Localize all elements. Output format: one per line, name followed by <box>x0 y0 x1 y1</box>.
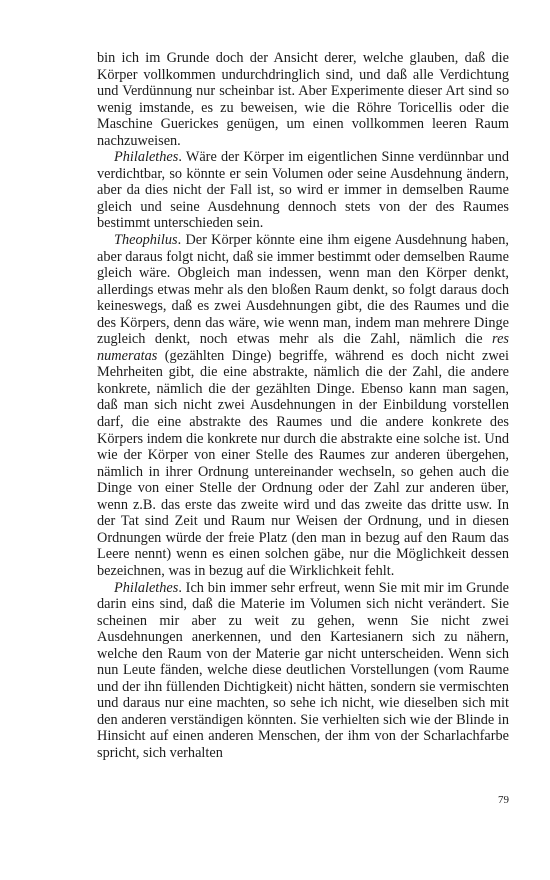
speaker-name: Theophilus <box>114 232 178 249</box>
speaker-name: Philalethes <box>114 579 179 596</box>
speaker-name: Philalethes <box>114 149 179 166</box>
page-number: 79 <box>498 794 509 806</box>
paragraph-text: . Wäre der Körper im eigentlichen Sinne verdünnbar und verdichtbar, so könnte er sein Volumen oder seine Ausdehnung ändern, aber da dies nicht der Fall ist, so wird er immer in demselben Raume gleich und seine Ausdehnung dennoch stets von der des Raumes bestimmt unterschieden sein. <box>97 149 509 232</box>
paragraph-philalethes-2 <box>97 580 509 762</box>
paragraph-text: . Ich bin immer sehr erfreut, wenn Sie mit mir im Grunde darin eins sind, daß die Materie im Volumen sich nicht verändert. Sie scheinen mir aber zu weit zu gehen, wenn Sie nicht zwei Ausdehnungen anerkennen, und den Kartesianern sich zu nähern, welche den Raum von der Materie gar nicht unterscheiden. Wenn sich nun Leute fänden, welche diese deutlichen Vorstellungen (vom Raume und der ihn füllenden Dichtigkeit) nicht hätten, sondern sie vermischten und daraus nur eine machten, so sehe ich nicht, wie dieselben sich mit den anderen verständigen könnten. Sie verhielten sich wie der Blinde in Hinsicht auf einen anderen Menschen, der ihm von der Scharlachfarbe spricht, sich verhalten <box>97 579 509 761</box>
paragraph-text-after: (gezählten Dinge) begriffe, während es doch nicht zwei Mehrheiten gibt, die eine abstrakte, nämlich die der Zahl, die andere konkrete, nämlich die der gezählten Dinge. Ebenso kann man sagen, daß man sich nicht zwei Ausdehnungen in der Einbildung vorstellen darf, die eine abstrakte des Raumes und die andere konkrete des Körpers indem die konkrete nur durch die abstrakte eine solche ist. Und wie der Körper von einer Stelle des Raumes zur anderen übergehen, nämlich in ihrer Ordnung untereinander wechseln, so gehen auch die Dinge von einer Stelle der Ordnung oder der Zahl zur anderen über, wenn z.B. das erste das zweite wird und das zweite das dritte usw. In der Tat sind Zeit und Raum nur Weisen der Ordnung, und in diesen Ordnungen würde der freie Platz (den man in bezug auf den Raum das Leere nennt) wenn es einen solchen gäbe, nur die Möglichkeit dessen bezeichnen, was in bezug auf die Wirklichkeit fehlt. <box>97 347 509 579</box>
page-body <box>97 50 509 762</box>
paragraph-continuation: bin ich im Grunde doch der Ansicht derer, welche glauben, daß die Körper vollkommen undurchdringlich sind, und daß alle Verdichtung und Verdünnung nur scheinbar ist. Aber Experimente dieser Art sind so wenig imstande, es zu beweisen, wie die Röhre Toricellis oder die Maschine Guerickes genügen, um einen vollkommen leeren Raum nachzuweisen. <box>97 50 509 149</box>
latin-term: res numeratas <box>97 331 509 364</box>
paragraph-philalethes-1 <box>97 149 509 232</box>
paragraph-text-before: . Der Körper könnte eine ihm eigene Ausdehnung haben, aber daraus folgt nicht, daß sie immer bestimmt oder demselben Raume gleich wäre. Obgleich man indessen, wenn man den Körper denkt, allerdings etwas mehr als den bloßen Raum denkt, so folgt daraus doch keineswegs, daß es zwei Ausdehnungen gibt, die des Raumes und die des Körpers, denn das wäre, wie wenn man, indem man mehrere Dinge zugleich denkt, noch etwas mehr als die Zahl, nämlich die <box>97 232 509 348</box>
paragraph-theophilus <box>97 232 509 579</box>
